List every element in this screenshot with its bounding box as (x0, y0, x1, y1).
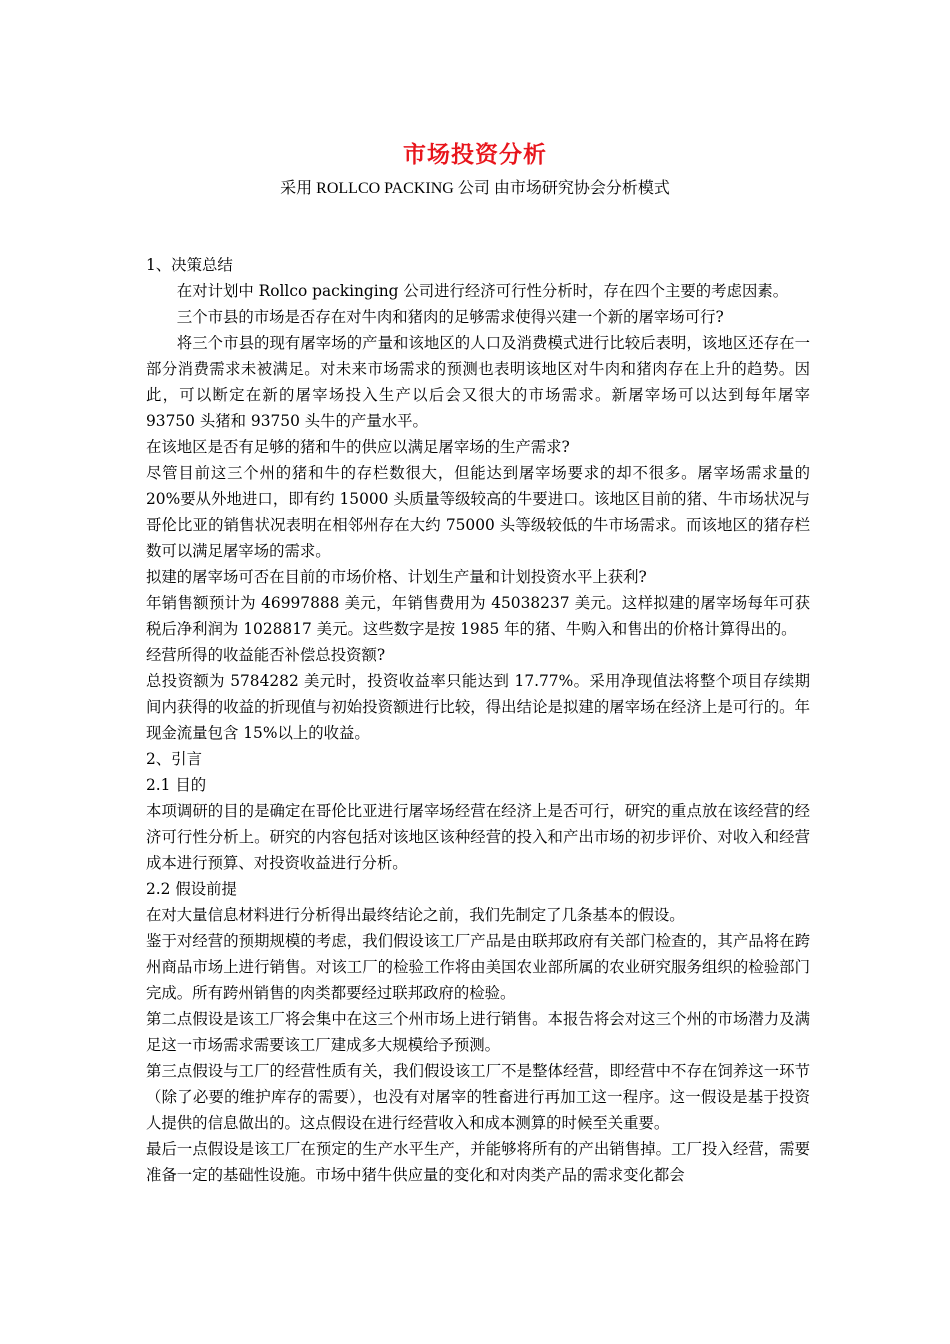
document-subtitle: 采用 ROLLCO PACKING 公司 由市场研究协会分析模式 (280, 180, 670, 197)
section-heading: 2.2 假设前提 (146, 880, 237, 898)
body-paragraph: 拟建的屠宰场可否在目前的市场价格、计划生产量和计划投资水平上获利? (146, 568, 647, 586)
section-heading: 2.1 目的 (146, 776, 207, 794)
body-paragraph: 第二点假设是该工厂将会集中在这三个州市场上进行销售。本报告将会对这三个州的市场潜力及满足这一市场需求需要该工厂建成多大规模给予预测。 (146, 1010, 810, 1054)
body-paragraph: 三个市县的市场是否存在对牛肉和猪肉的足够需求使得兴建一个新的屠宰场可行? (176, 308, 724, 326)
body-paragraph: 在该地区是否有足够的猪和牛的供应以满足屠宰场的生产需求? (146, 438, 570, 456)
body-paragraph: 尽管目前这三个州的猪和牛的存栏数很大，但能达到屠宰场要求的却不很多。屠宰场需求量的 20%要从外地进口，即有约 15000 头质量等级较高的牛要进口。该地区目前的猪、牛市场状况与哥伦比亚的销售状况表明在相邻州存在大约 75000 头等级较低的牛市场需求。而该地区的猪存栏数可以满足屠宰场的需求。 (146, 464, 810, 560)
body-paragraph: 年销售额预计为 46997888 美元，年销售费用为 45038237 美元。这样拟建的屠宰场每年可获税后净利润为 1028817 美元。这些数字是按 1985 年的猪、牛购入和售出的价格计算得出的。 (146, 594, 810, 638)
body-paragraph: 将三个市县的现有屠宰场的产量和该地区的人口及消费模式进行比较后表明，该地区还存在一部分消费需求未被满足。对未来市场需求的预测也表明该地区对牛肉和猪肉存在上升的趋势。因此，可以断定在新的屠宰场投入生产以后会又很大的市场需求。新屠宰场可以达到每年屠宰 93750 头猪和 93750 头牛的产量水平。 (146, 334, 810, 430)
body-paragraph: 最后一点假设是该工厂在预定的生产水平生产，并能够将所有的产出销售掉。工厂投入经营，需要准备一定的基础性设施。市场中猪牛供应量的变化和对肉类产品的需求变化都会 (146, 1140, 810, 1184)
body-paragraph: 第三点假设与工厂的经营性质有关，我们假设该工厂不是整体经营，即经营中不存在饲养这一环节（除了必要的维护库存的需要），也没有对屠宰的牲畜进行再加工这一程序。这一假设是基于投资人提供的信息做出的。这点假设在进行经营收入和成本测算的时候至关重要。 (146, 1062, 810, 1132)
body-paragraph: 在对计划中 Rollco packinging 公司进行经济可行性分析时，存在四个主要的考虑因素。 (176, 282, 789, 300)
section-heading: 2、引言 (146, 750, 202, 768)
body-paragraph: 在对大量信息材料进行分析得出最终结论之前，我们先制定了几条基本的假设。 (146, 906, 685, 924)
body-paragraph: 本项调研的目的是确定在哥伦比亚进行屠宰场经营在经济上是否可行，研究的重点放在该经营的经济可行性分析上。研究的内容包括对该地区该种经营的投入和产出市场的初步评价、对收入和经营成本进行预算、对投资收益进行分析。 (146, 802, 810, 872)
document-body (146, 252, 810, 1188)
body-paragraph: 经营所得的收益能否补偿总投资额? (146, 646, 386, 664)
document-title: 市场投资分析 (403, 141, 547, 168)
body-paragraph: 总投资额为 5784282 美元时，投资收益率只能达到 17.77%。采用净现值法将整个项目存续期间内获得的收益的折现值与初始投资额进行比较，得出结论是拟建的屠宰场在经济上是可行的。年现金流量包含 15%以上的收益。 (146, 672, 810, 742)
section-heading: 1、决策总结 (146, 256, 233, 274)
body-paragraph: 鉴于对经营的预期规模的考虑，我们假设该工厂产品是由联邦政府有关部门检查的，其产品将在跨州商品市场上进行销售。对该工厂的检验工作将由美国农业部所属的农业研究服务组织的检验部门完成。所有跨州销售的肉类都要经过联邦政府的检验。 (146, 932, 810, 1002)
